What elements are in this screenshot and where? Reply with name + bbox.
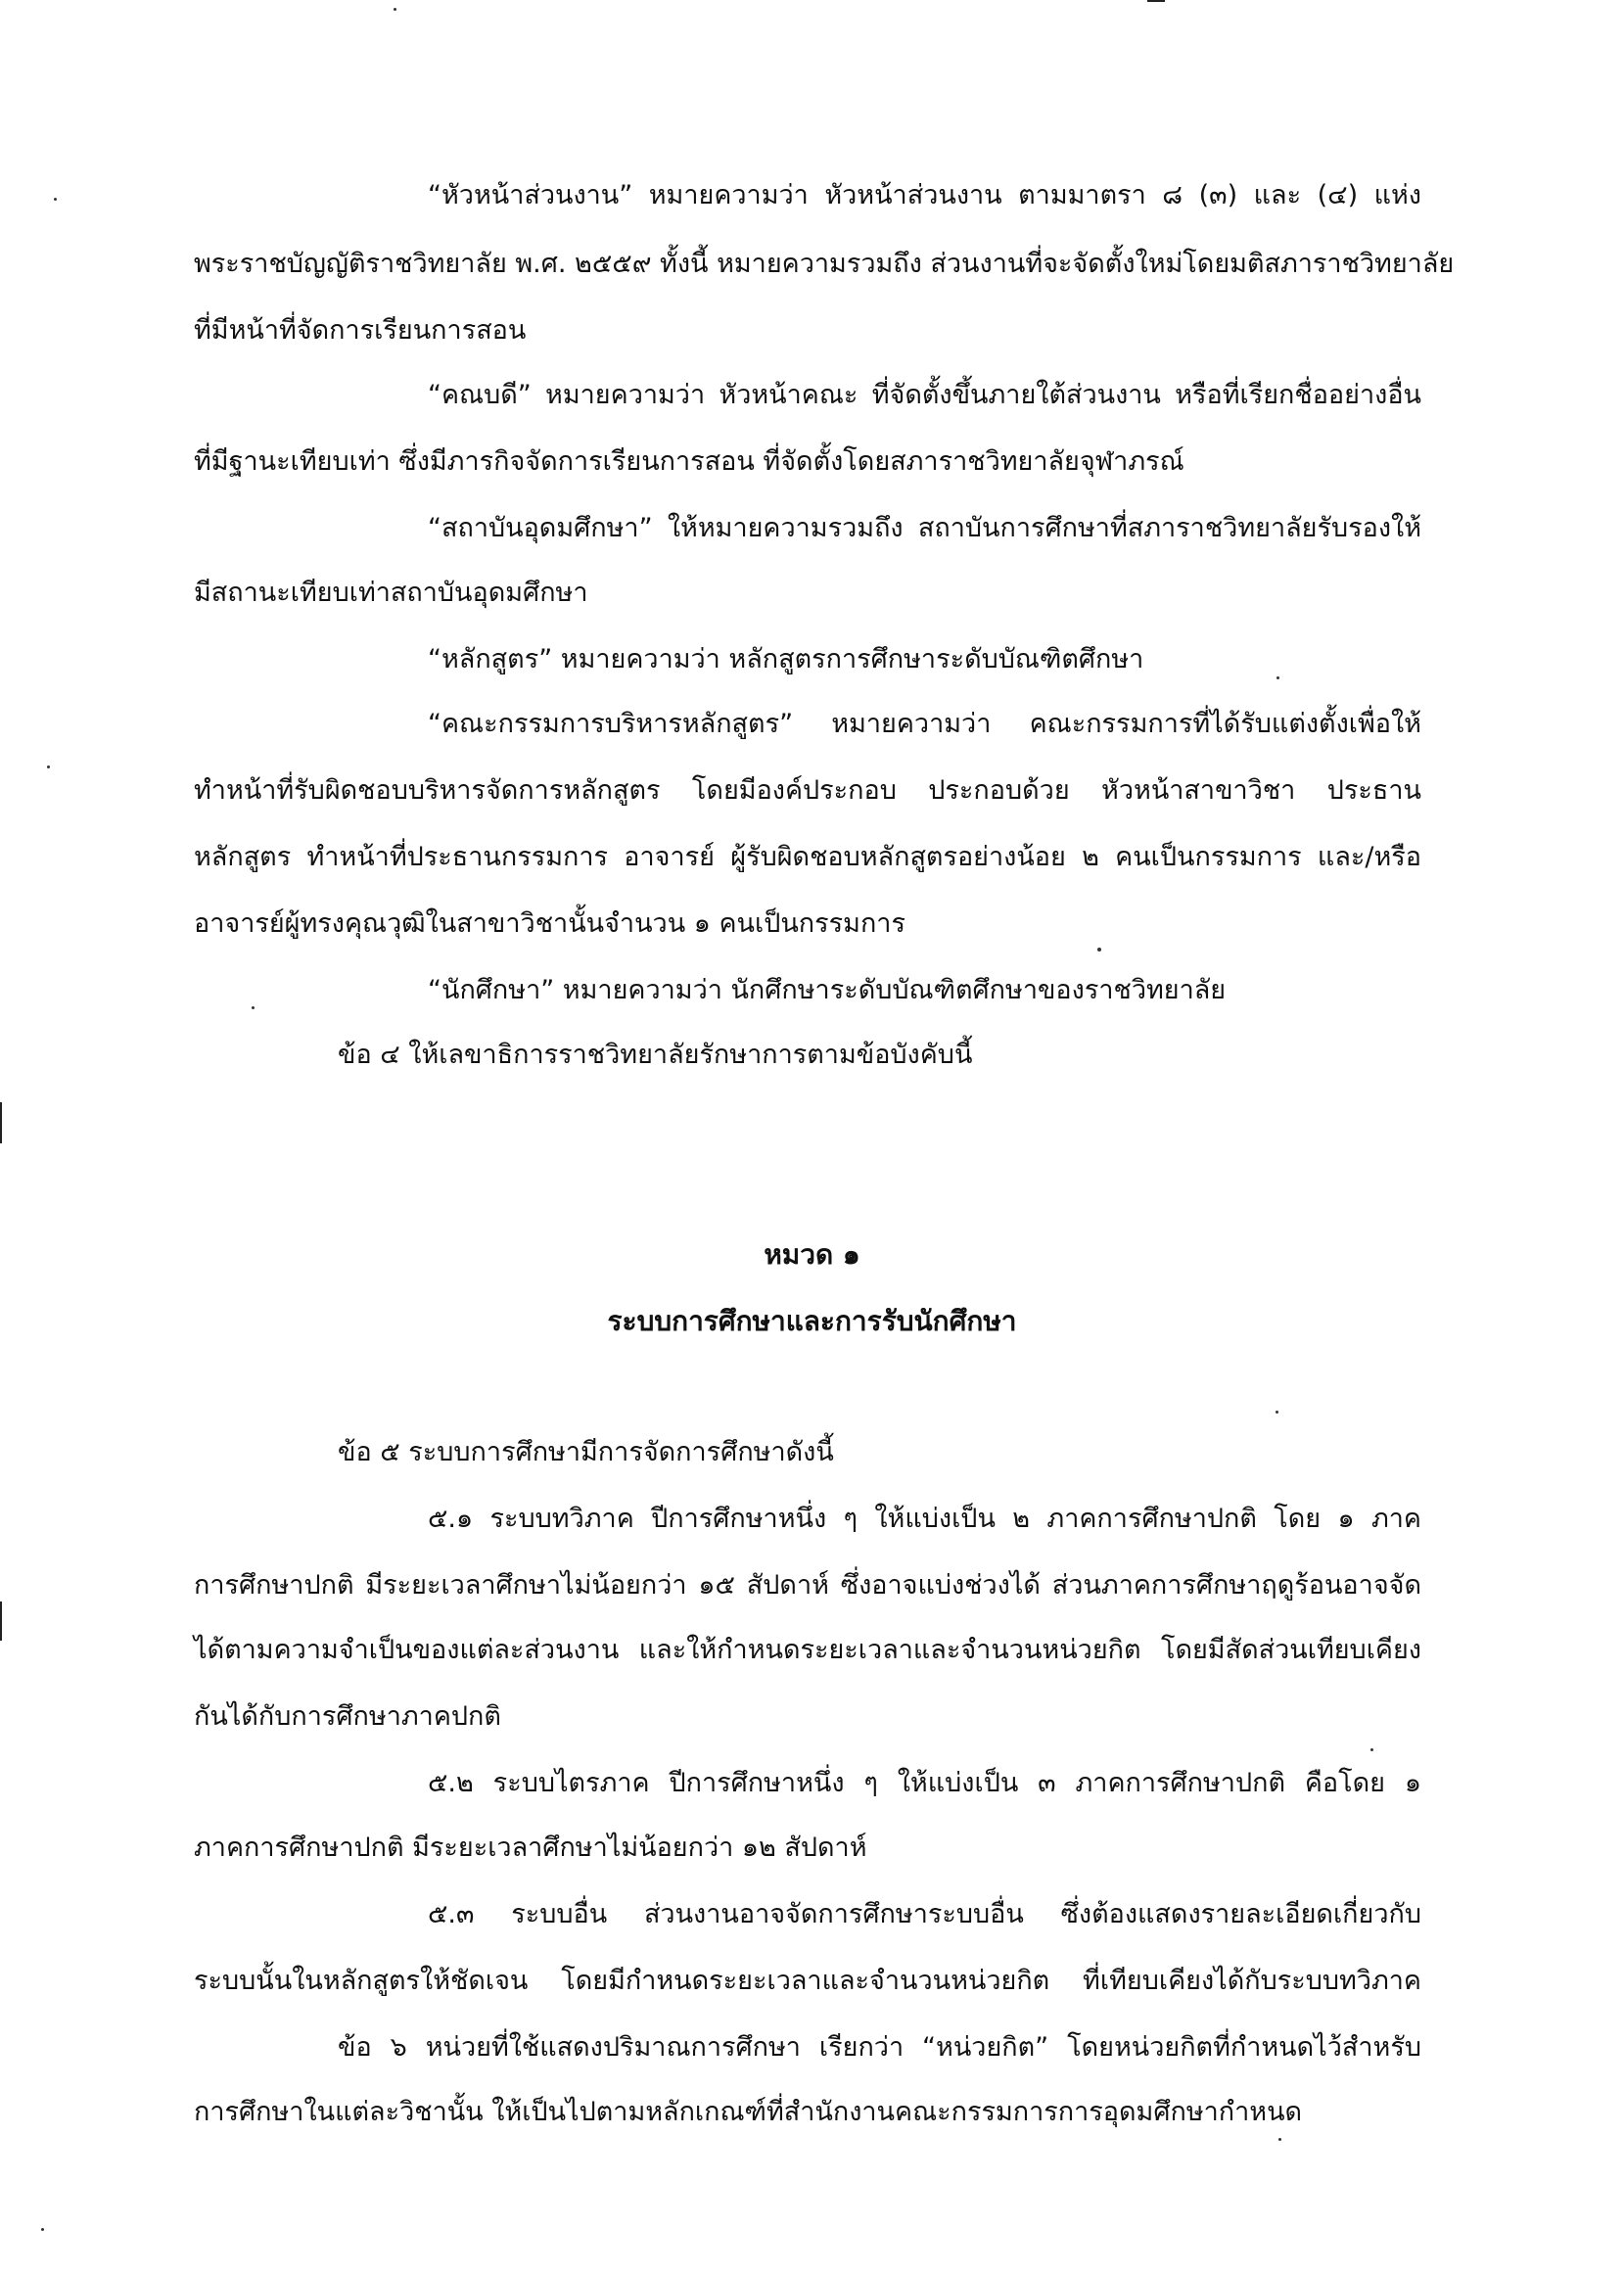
- paragraph-line: “หลักสูตร” หมายความว่า หลักสูตรการศึกษาระดับบัณฑิตศึกษา: [428, 644, 1144, 674]
- paragraph-line: ทำหน้าที่รับผิดชอบบริหารจัดการหลักสูตร โดยมีองค์ประกอบ ประกอบด้วย หัวหน้าสาขาวิชา ประธาน: [194, 775, 1421, 806]
- paragraph-line: “นักศึกษา” หมายความว่า นักศึกษาระดับบัณฑิตศึกษาของราชวิทยาลัย: [428, 975, 1227, 1005]
- scan-speck: [1276, 1411, 1278, 1414]
- paragraph-line: การศึกษาในแต่ละวิชานั้น ให้เป็นไปตามหลักเกณฑ์ที่สำนักงานคณะกรรมการการอุดมศึกษากำหนด: [194, 2097, 1303, 2127]
- paragraph-line: กันได้กับการศึกษาภาคปกติ: [194, 1701, 501, 1732]
- scan-speck: [1370, 1748, 1373, 1751]
- paragraph-line: “สถาบันอุดมศึกษา” ให้หมายความรวมถึง สถาบันการศึกษาที่สภาราชวิทยาลัยรับรองให้: [428, 513, 1421, 543]
- paragraph-line: “หัวหน้าส่วนงาน” หมายความว่า หัวหน้าส่วนงาน ตามมาตรา ๘ (๓) และ (๔) แห่ง: [428, 180, 1421, 210]
- scan-speck: [1276, 676, 1279, 679]
- clause-line: ข้อ ๖ หน่วยที่ใช้แสดงปริมาณการศึกษา เรียกว่า “หน่วยกิต” โดยหน่วยกิตที่กำหนดไว้สำหรับ: [338, 2032, 1421, 2063]
- paragraph-line: ระบบนั้นในหลักสูตรให้ชัดเจน โดยมีกำหนดระยะเวลาและจำนวนหน่วยกิต ที่เทียบเคียงได้กับระบบทวิภาค: [194, 1966, 1421, 1996]
- scan-speck: [41, 2228, 44, 2231]
- clause-line: ข้อ ๕ ระบบการศึกษามีการจัดการศึกษาดังนี้: [338, 1437, 834, 1467]
- paragraph-line: ๕.๓ ระบบอื่น ส่วนงานอาจจัดการศึกษาระบบอื่น ซึ่งต้องแสดงรายละเอียดเกี่ยวกับ: [428, 1899, 1421, 1929]
- paragraph-line: “คณะกรรมการบริหารหลักสูตร” หมายความว่า คณะกรรมการที่ได้รับแต่งตั้งเพื่อให้: [428, 709, 1421, 739]
- scan-speck: [47, 766, 50, 768]
- paragraph-line: พระราชบัญญัติราชวิทยาลัย พ.ศ. ๒๕๕๙ ทั้งนี้ หมายความรวมถึง ส่วนงานที่จะจัดตั้งใหม่โดยมติสภาราชวิทยาลัย: [194, 249, 1455, 279]
- chapter-number: หมวด ๑: [764, 1238, 860, 1271]
- scan-edge-mark: [0, 1102, 2, 1143]
- scan-speck: [1278, 2138, 1281, 2141]
- paragraph-line: ๕.๒ ระบบไตรภาค ปีการศึกษาหนึ่ง ๆ ให้แบ่งเป็น ๓ ภาคการศึกษาปกติ คือโดย ๑: [428, 1768, 1421, 1798]
- scan-speck: [54, 198, 57, 201]
- scan-speck: [394, 8, 396, 11]
- paragraph-line: อาจารย์ผู้ทรงคุณวุฒิในสาขาวิชานั้นจำนวน ๑ คนเป็นกรรมการ: [194, 908, 905, 939]
- paragraph-line: ที่มีฐานะเทียบเท่า ซึ่งมีภารกิจจัดการเรียนการสอน ที่จัดตั้งโดยสภาราชวิทยาลัยจุฬาภรณ์: [194, 446, 1184, 477]
- paragraph-line: ๕.๑ ระบบทวิภาค ปีการศึกษาหนึ่ง ๆ ให้แบ่งเป็น ๒ ภาคการศึกษาปกติ โดย ๑ ภาค: [428, 1504, 1421, 1534]
- paragraph-line: มีสถานะเทียบเท่าสถาบันอุดมศึกษา: [194, 578, 588, 608]
- paragraph-line: หลักสูตร ทำหน้าที่ประธานกรรมการ อาจารย์ ผู้รับผิดชอบหลักสูตรอย่างน้อย ๒ คนเป็นกรรมการ และ/หรือ: [194, 842, 1421, 872]
- paragraph-line: ที่มีหน้าที่จัดการเรียนการสอน: [194, 315, 527, 346]
- paragraph-line: การศึกษาปกติ มีระยะเวลาศึกษาไม่น้อยกว่า ๑๕ สัปดาห์ ซึ่งอาจแบ่งช่วงได้ ส่วนภาคการศึกษาฤดูร้อนอาจจัด: [194, 1570, 1421, 1601]
- scan-edge-mark: [1147, 0, 1165, 2]
- scan-edge-mark: [0, 1601, 2, 1641]
- scan-speck: [252, 1006, 255, 1009]
- paragraph-line: ภาคการศึกษาปกติ มีระยะเวลาศึกษาไม่น้อยกว่า ๑๒ สัปดาห์: [194, 1833, 867, 1863]
- paragraph-line: “คณบดี” หมายความว่า หัวหน้าคณะ ที่จัดตั้งขึ้นภายใต้ส่วนงาน หรือที่เรียกชื่ออย่างอื่น: [428, 380, 1421, 410]
- scan-speck: [1097, 948, 1101, 951]
- chapter-title: ระบบการศึกษาและการรับนักศึกษา: [607, 1305, 1017, 1337]
- paragraph-line: ได้ตามความจำเป็นของแต่ละส่วนงาน และให้กำหนดระยะเวลาและจำนวนหน่วยกิต โดยมีสัดส่วนเทียบเคียง: [194, 1635, 1421, 1665]
- clause-line: ข้อ ๔ ให้เลขาธิการราชวิทยาลัยรักษาการตามข้อบังคับนี้: [338, 1040, 973, 1070]
